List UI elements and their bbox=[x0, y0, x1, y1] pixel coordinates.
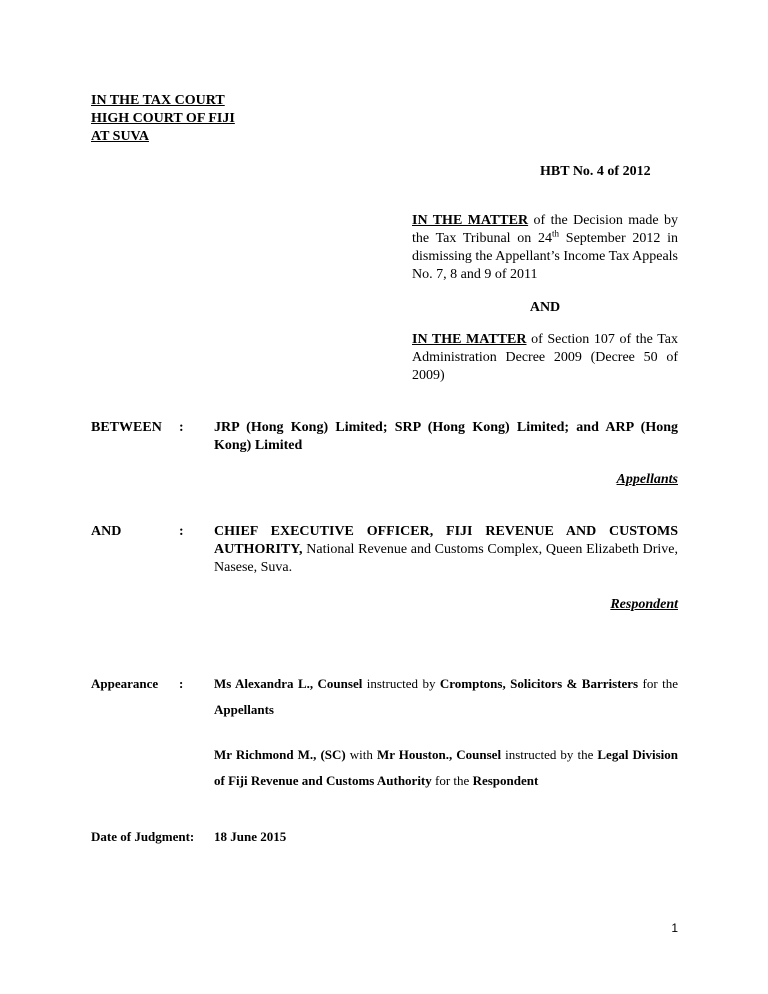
appearance-text: for the bbox=[638, 676, 679, 691]
appellants-party: JRP (Hong Kong) Limited; SRP (Hong Kong) Limited; and ARP (Hong Kong) Limited bbox=[214, 420, 678, 453]
court-line-1: IN THE TAX COURT bbox=[91, 93, 225, 108]
respondent-address: National Revenue and Customs Complex, Queen Elizabeth Drive, Nasese, Suva. bbox=[214, 542, 678, 575]
respondent-name: CHIEF EXECUTIVE OFFICER, FIJI REVENUE AND CUSTOMS AUTHORITY, bbox=[214, 524, 678, 557]
between-label: BETWEEN bbox=[91, 420, 162, 435]
court-line-3: AT SUVA bbox=[91, 129, 149, 144]
matter-1 bbox=[412, 212, 678, 284]
and-colon: : bbox=[179, 524, 184, 539]
respondent-role: Respondent bbox=[610, 597, 678, 612]
appearance-text: for the bbox=[431, 773, 473, 788]
case-number: HBT No. 4 of 2012 bbox=[540, 164, 651, 179]
appearance-label: Appearance bbox=[91, 676, 159, 691]
matter-1-sup: th bbox=[552, 228, 560, 239]
page-number: 1 bbox=[671, 921, 678, 935]
matter-1-text-a: of the Decision made by the Tax Tribunal on 24 bbox=[412, 213, 679, 246]
appearance-text: instructed by bbox=[362, 676, 440, 691]
matter-2-heading: IN THE MATTER bbox=[412, 332, 527, 347]
matter-1-heading: IN THE MATTER bbox=[412, 213, 529, 228]
appellants-role: Appellants bbox=[616, 472, 678, 487]
appellant-solicitors: Cromptons, Solicitors & Barristers bbox=[439, 676, 639, 691]
appellant-counsel: Ms Alexandra L., Counsel bbox=[214, 676, 363, 691]
and-label: AND bbox=[91, 524, 122, 539]
matter-1-text-b: September 2012 in dismissing the Appellant’s Income Tax Appeals No. 7, 8 and 9 of 2011 bbox=[412, 231, 678, 282]
matter-2-text: of Section 107 of the Tax Administration Decree 2009 (Decree 50 of 2009) bbox=[412, 332, 678, 383]
court-line-2: HIGH COURT OF FIJI bbox=[91, 111, 235, 126]
appearance-party: Respondent bbox=[472, 773, 539, 788]
appearance-respondent bbox=[214, 742, 678, 794]
judgment-date-label: Date of Judgment: bbox=[91, 829, 195, 844]
and-separator: AND bbox=[529, 300, 561, 315]
appearance-text: instructed by the bbox=[501, 747, 598, 762]
appearance-text: with bbox=[345, 747, 377, 762]
appearance-colon: : bbox=[179, 676, 184, 691]
respondent-senior-counsel: Mr Richmond M., (SC) bbox=[214, 747, 346, 762]
respondent-party bbox=[214, 523, 678, 577]
appearance-party: Appellants bbox=[214, 702, 274, 717]
between-colon: : bbox=[179, 420, 184, 435]
respondent-counsel: Mr Houston., Counsel bbox=[376, 747, 502, 762]
appearance-appellants bbox=[214, 671, 678, 723]
matter-2 bbox=[412, 331, 678, 385]
respondent-division: Legal Division of Fiji Revenue and Customs Authority bbox=[214, 747, 678, 788]
judgment-date: 18 June 2015 bbox=[214, 829, 287, 844]
court-header bbox=[91, 92, 235, 146]
